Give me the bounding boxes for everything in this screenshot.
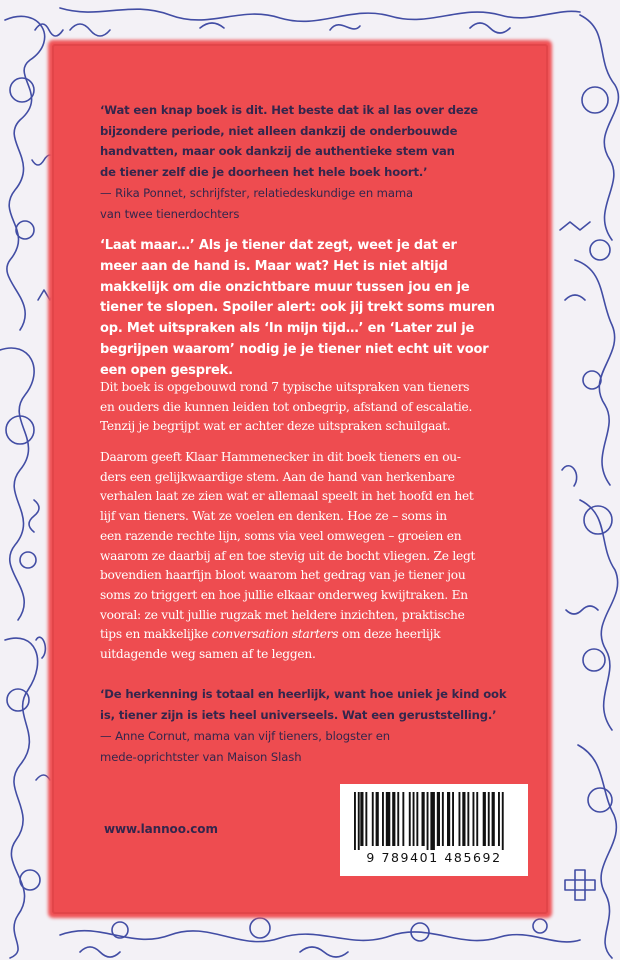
body-line: en ouders die kunnen leiden tot onbegrip, afstand of escalatie. [100,399,473,414]
barcode-bars [348,792,520,850]
italic-phrase: conversation starters [211,627,339,642]
barcode-bar [397,792,399,846]
endorsement-quote-bottom [100,684,518,725]
publisher-website-link[interactable]: www.lannoo.com [104,822,218,836]
isbn-barcode [340,784,528,876]
barcode-bar [467,792,469,846]
quote-line: handvatten, maar ook dankzij de authentieke stem van [100,144,455,159]
body-line: een razende rechte lijn, soms via veel omwegen – groeien en [100,528,462,543]
body-line-with-italic [100,625,518,645]
barcode-bar [422,792,425,846]
barcode-bar [498,792,500,846]
barcode-bar [473,792,475,846]
quote-line: ‘De herkenning is totaal en heerlijk, want hoe uniek je kind ook [100,687,507,701]
barcode-bar [437,792,440,846]
barcode-bar [372,792,374,846]
barcode-bar [376,792,379,846]
barcode-bar [360,792,363,846]
barcode-bar [442,792,444,846]
barcode-bar [483,792,486,846]
quote-line: bijzondere periode, niet alleen dankzij de onderbouwde [100,123,458,138]
body-line-end: om deze heerlijk [338,627,441,642]
body-line: soms zo triggert en hoe jullie elkaar onderweg kwijtraken. En [100,587,468,602]
intro-line: meer aan de hand is. Maar wat? Het is niet altijd [100,258,448,274]
body-line: Tenzij je begrijpt wat er achter deze uitspraken schuilgaat. [100,419,451,434]
quote-line: ‘Wat een knap boek is dit. Het beste dat ik al las over deze [100,103,478,117]
barcode-bar [492,792,495,846]
endorsement-attribution-bottom [100,726,518,767]
barcode-bar [452,792,454,846]
attribution-line: van twee tienerdochters [100,206,240,221]
barcode-bar [488,792,490,846]
isbn-digits: 9 789401 485692 [366,850,502,865]
intro-line: begrijpen waarom’ nodig je je tiener niet echt uit voor [100,341,489,357]
barcode-bar [430,792,435,850]
barcode-bar [358,792,360,850]
body-line: ders een gelijkwaardige stem. Aan de hand van herkenbare [100,469,455,484]
body-line-start: tips en makkelijke [100,627,212,642]
quote-line: de tiener zelf die je doorheen het hele boek hoort.’ [100,164,428,179]
barcode-bar [462,792,465,846]
barcode-bar [476,792,478,846]
barcode-bar [409,792,411,846]
barcode-bar [459,792,461,846]
barcode-bar [413,792,415,846]
attribution-line: — Anne Cornut, mama van vijf tieners, blogster en [100,729,390,743]
intro-line: tiener te slopen. Spoiler alert: ook jij trekt soms muren [100,300,495,316]
endorsement-attribution-top [100,183,518,224]
endorsement-quote-top [100,100,518,182]
body-paragraph-2 [100,448,518,665]
body-paragraph-1 [100,378,518,437]
barcode-bar [365,792,367,846]
intro-line: op. Met uitspraken als ‘In mijn tijd…’ en ‘Later zul je [100,321,475,337]
intro-line: makkelijk om die onzichtbare muur tussen jou en je [100,279,470,295]
barcode-bar [392,792,395,846]
barcode-bar [382,792,384,846]
attribution-line: mede-oprichtster van Maison Slash [100,749,302,764]
body-line: bovendien haarfijn bloot waarom het gedrag van je tiener jou [100,568,466,583]
attribution-line: — Rika Ponnet, schrijfster, relatiedeskundige en mama [100,186,414,200]
barcode-bar [447,792,450,846]
intro-line: ‘Laat maar…’ Als je tiener dat zegt, weet je dat er [100,238,457,253]
body-line: lijf van tieners. Wat ze voelen en denken. Hoe ze – soms in [100,509,447,524]
body-line: verhalen laat ze zien wat er allemaal speelt in het hoofd en het [100,489,474,504]
quote-line: is, tiener zijn is iets heel universeels. Wat een geruststelling.’ [100,707,497,722]
barcode-bar [354,792,356,850]
barcode-bar [502,792,504,850]
barcode-bar [427,792,429,850]
body-line: vooral: ze vult jullie rugzak met heldere inzichten, praktische [100,607,465,622]
intro-paragraph [100,236,518,382]
barcode-bar [386,792,391,846]
barcode-bar [402,792,404,846]
body-line: uitdagende weg samen af te leggen. [100,647,316,662]
body-line: waarom ze daarbij af en toe stevig uit de bocht vliegen. Ze legt [100,548,476,563]
body-line: Dit boek is opgebouwd rond 7 typische uitspraken van tieners [100,380,470,394]
body-line: Daarom geeft Klaar Hammenecker in dit boek tieners en ou- [100,450,461,464]
intro-line: een open gesprek. [100,362,233,378]
barcode-bar [416,792,418,846]
